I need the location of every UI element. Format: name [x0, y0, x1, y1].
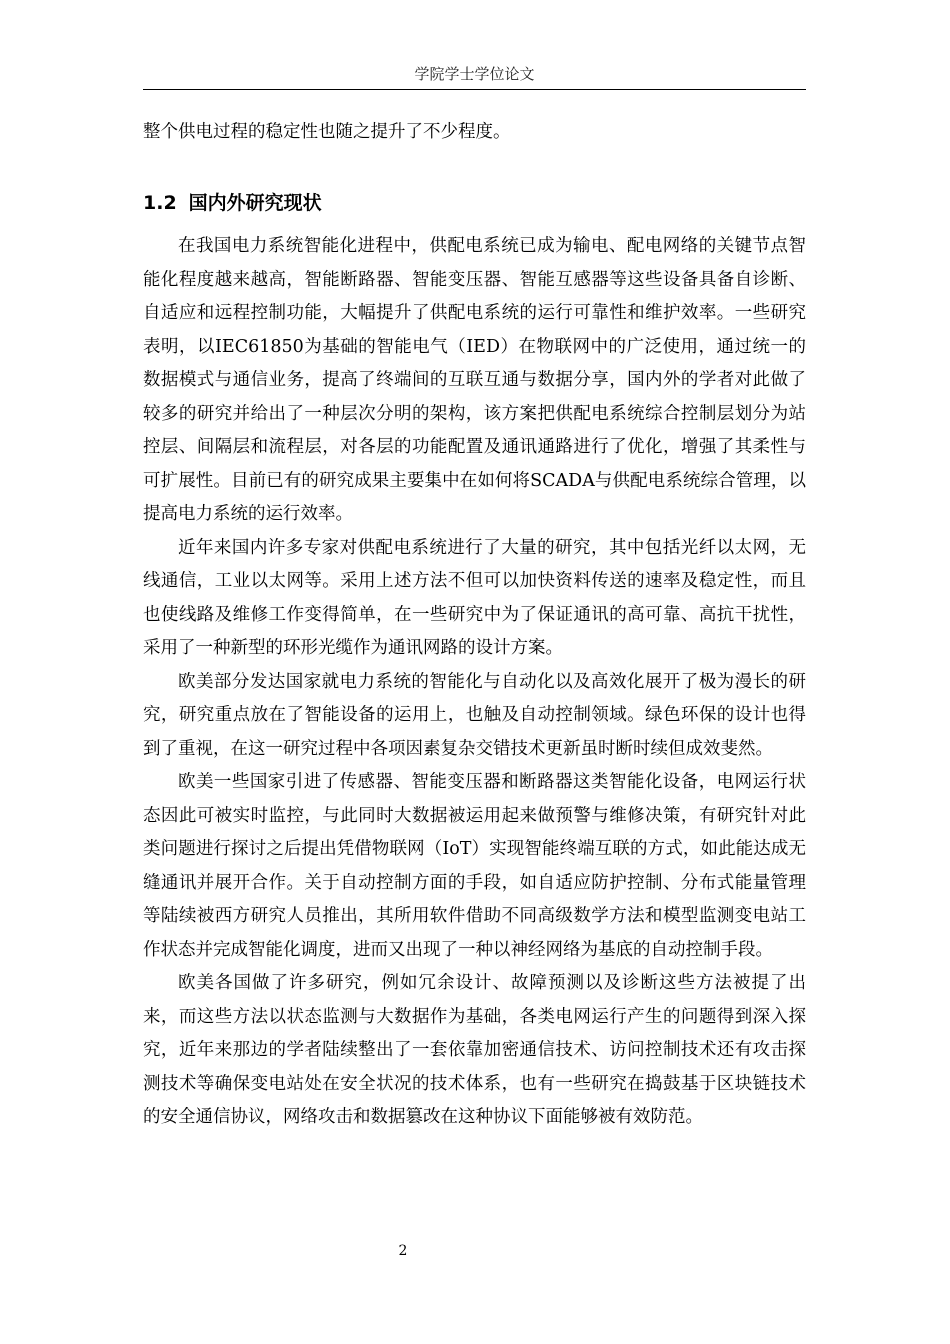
running-header: 学院学士学位论文	[414, 65, 535, 83]
paragraph: 在我国电力系统智能化进程中，供配电系统已成为输电、配电网络的关键节点智能化程度越来越高，智能断路器、智能变压器、智能互感器等这些设备具备自诊断、自适应和远程控制功能，大幅提升了供配电系统的运行可靠性和维护效率。一些研究表明，以IEC61850为基础的智能电气（IED）在物联网中的广泛使用，通过统一的数据模式与通信业务，提高了终端间的互联互通与数据分享，国内外的学者对此做了较多的研究并给出了一种层次分明的架构，该方案把供配电系统综合控制层划分为站控层、间隔层和流程层，对各层的功能配置及通讯通路进行了优化，增强了其柔性与可扩展性。目前已有的研究成果主要集中在如何将SCADA与供配电系统综合管理，以提高电力系统的运行效率。	[143, 236, 806, 524]
body-paragraphs	[143, 230, 806, 1135]
paragraph: 近年来国内许多专家对供配电系统进行了大量的研究，其中包括光纤以太网，无线通信，工业以太网等。采用上述方法不但可以加快资料传送的速率及稳定性，而且也使线路及维修工作变得简单，在一些研究中为了保证通讯的高可靠、高抗干扰性，采用了一种新型的环形光缆作为通讯网路的设计方案。	[143, 537, 806, 658]
header-rule	[143, 89, 806, 90]
section-heading	[143, 186, 322, 220]
lead-text: 整个供电过程的稳定性也随之提升了不少程度。	[143, 122, 511, 142]
paragraph: 欧美部分发达国家就电力系统的智能化与自动化以及高效化展开了极为漫长的研究，研究重点放在了智能设备的运用上，也触及自动控制领域。绿色环保的设计也得到了重视，在这一研究过程中各项因素复杂交错技术更新虽时断时续但成效斐然。	[143, 671, 806, 759]
page-number: 2	[398, 1243, 408, 1259]
section-number: 1.2	[143, 192, 177, 214]
paragraph: 欧美各国做了许多研究，例如冗余设计、故障预测以及诊断这些方法被提了出来，而这些方法以状态监测与大数据作为基础，各类电网运行产生的问题得到深入探究，近年来那边的学者陆续整出了一套依靠加密通信技术、访问控制技术还有攻击探测技术等确保变电站处在安全状况的技术体系，也有一些研究在捣鼓基于区块链技术的安全通信协议，网络攻击和数据篡改在这种协议下面能够被有效防范。	[143, 973, 806, 1127]
section-title: 国内外研究现状	[188, 192, 322, 214]
paragraph: 欧美一些国家引进了传感器、智能变压器和断路器这类智能化设备，电网运行状态因此可被实时监控，与此同时大数据被运用起来做预警与维修决策，有研究针对此类问题进行探讨之后提出凭借物联网（IoT）实现智能终端互联的方式，如此能达成无缝通讯并展开合作。关于自动控制方面的手段，如自适应防护控制、分布式能量管理等陆续被西方研究人员推出，其所用软件借助不同高级数学方法和模型监测变电站工作状态并完成智能化调度，进而又出现了一种以神经网络为基底的自动控制手段。	[143, 772, 806, 960]
